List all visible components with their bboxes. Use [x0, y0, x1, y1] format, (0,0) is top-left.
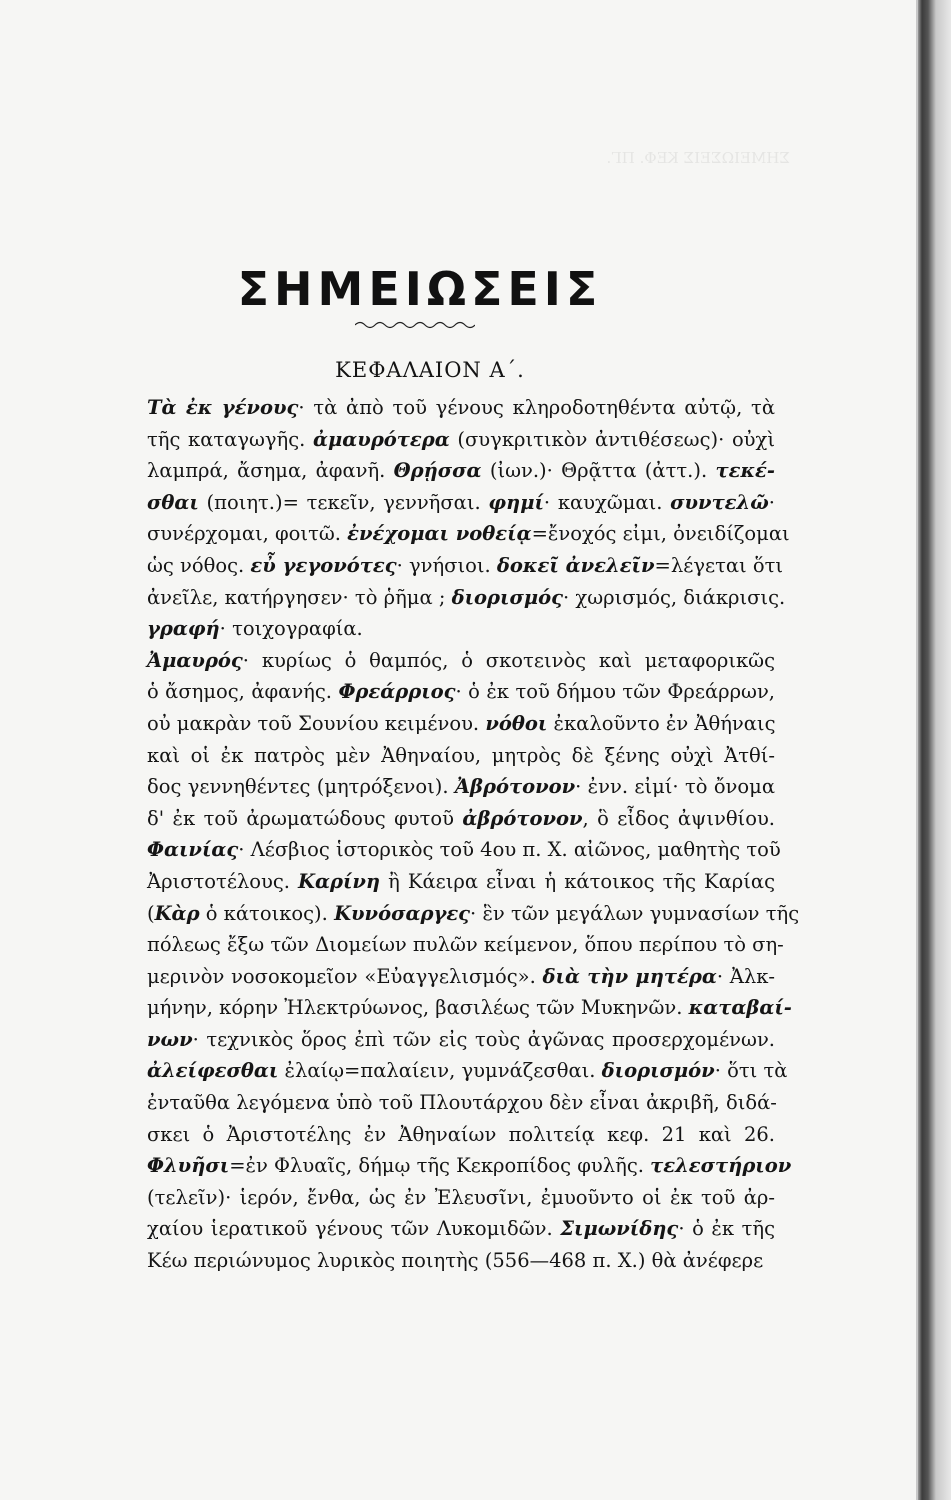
text-line — [103, 613, 775, 645]
page-heading: ΣΗΜΕΙΩΣΕΙΣ — [237, 262, 603, 316]
lemma-term: καταβαί- — [688, 996, 792, 1020]
gloss-text: Κέω περιώνυμος λυρικὸς ποιητὴς (556—468 π. Χ.) θὰ ἀνέφερε — [147, 1249, 764, 1273]
gloss-text: ὁ ἄσημος, ἀφανής. — [147, 680, 339, 704]
note-paragraph — [103, 392, 790, 645]
lemma-term: Φλυῆσι — [147, 1154, 230, 1178]
lemma-term: δοκεῖ ἀνελεῖν — [496, 553, 655, 577]
text-line — [103, 961, 775, 993]
gloss-text: · γνήσιοι. — [396, 553, 497, 577]
gloss-text: · ὁ ἐκ τοῦ δήμου τῶν Φρεάρρων, — [455, 680, 776, 704]
chapter-title: ΚΕΦΑΛΑΙΟΝ Α΄. — [335, 358, 525, 382]
gloss-text: · τεχνικὸς ὅρος ἐπὶ τῶν εἰς τοὺς ἀγῶνας προσερχομένων. — [192, 1027, 775, 1051]
gloss-text: ἐκαλοῦντο ἐν Ἀθήναις — [547, 711, 776, 735]
text-line — [103, 1213, 775, 1245]
gloss-text: (συγκριτικὸν ἀντιθέσεως)· οὐχὶ — [449, 427, 775, 451]
text-line — [103, 834, 781, 866]
gloss-text: · τὰ ἀπὸ τοῦ γένους κληροδοτηθέντα αὐτῷ, τὰ — [298, 396, 776, 419]
text-line — [103, 929, 784, 961]
lemma-term: νων — [147, 1027, 193, 1051]
lemma-term: Φαινίας — [147, 838, 239, 862]
text-line — [103, 550, 784, 582]
lemma-term: τελεστήριον — [650, 1154, 792, 1178]
gloss-text: πόλεως ἔξω τῶν Διομείων πυλῶν κείμενον, ὅπου περίπου τὸ ση- — [147, 933, 784, 957]
gloss-text: =λέγεται ὅτι — [654, 553, 784, 577]
gloss-text: ὡς νόθος. — [147, 553, 251, 577]
text-line — [103, 708, 775, 740]
gloss-text: Ἀριστοτέλους. — [147, 869, 299, 893]
bleed-through-text — [230, 145, 790, 171]
gloss-text: ὁ κάτοικος). — [199, 901, 335, 925]
gloss-text: ἢ Κάειρα εἶναι ἡ κάτοικος τῆς Καρίας — [380, 869, 775, 893]
text-line — [103, 1245, 775, 1277]
text-line — [103, 771, 775, 803]
gloss-text: · ὁ ἐκ τῆς — [678, 1217, 776, 1241]
text-line — [103, 898, 800, 930]
text-line — [103, 1087, 775, 1119]
text-line — [103, 645, 775, 677]
lemma-term: γραφή — [147, 617, 220, 641]
lemma-term: σθαι — [147, 490, 199, 514]
gloss-text: (ποιητ.)= τεκεῖν, γεννῆσαι. — [198, 490, 489, 514]
lemma-term: εὖ γεγονότες — [250, 553, 397, 577]
gloss-text: · τοιχογραφία. — [219, 617, 363, 641]
gloss-text: μήνην, κόρην Ἠλεκτρύωνος, βασιλέως τῶν Μυκηνῶν. — [147, 996, 689, 1020]
lemma-term: διὰ τὴν μητέρα — [542, 964, 717, 988]
lemma-term: Ἀβρότονον — [454, 775, 576, 799]
lemma-term: ἀλείφεσθαι — [147, 1059, 279, 1083]
lemma-term: ἀβρότονον — [462, 806, 583, 830]
page-edge-shadow — [918, 0, 951, 1500]
text-line — [103, 676, 775, 708]
lemma-term: Κυνόσαργες — [334, 901, 471, 925]
text-line — [103, 1150, 792, 1182]
text-line — [103, 487, 775, 519]
lemma-term: ἀμαυρότερα — [313, 427, 450, 451]
gloss-text: · χωρισμός, διάκρισις. — [563, 585, 786, 609]
lemma-term: Ἀμαυρός — [147, 648, 243, 672]
gloss-text: ἐλαίῳ=παλαίειν, γυμνάζεσθαι. — [278, 1059, 602, 1083]
gloss-text: συνέρχομαι, φοιτῶ. — [147, 522, 348, 546]
lemma-term: Τὰ ἐκ γένους — [147, 396, 299, 419]
text-line — [103, 518, 790, 550]
text-line — [103, 1119, 775, 1151]
wavy-rule-ornament — [355, 318, 475, 332]
text-line — [103, 866, 775, 898]
text-line — [103, 455, 775, 487]
notes-body — [103, 392, 800, 1277]
text-line — [103, 582, 786, 614]
gloss-text: λαμπρά, ἄσημα, ἀφανῆ. — [147, 459, 394, 483]
lemma-term: Κὰρ — [154, 901, 200, 925]
gloss-text: · Ἀλκ- — [716, 964, 775, 988]
gloss-text: · — [768, 490, 775, 514]
gloss-text: χαίου ἱερατικοῦ γένους τῶν Λυκομιδῶν. — [147, 1217, 561, 1241]
gloss-text: καὶ οἱ ἐκ πατρὸς μὲν Ἀθηναίου, μητρὸς δὲ ξένης οὐχὶ Ἀτθί- — [147, 743, 775, 767]
lemma-term: Καρίνη — [298, 869, 381, 893]
gloss-text: · Λέσβιος ἱστορικὸς τοῦ 4ου π. Χ. αἰῶνος, μαθητὴς τοῦ — [238, 838, 781, 862]
lemma-term: Σιμωνίδης — [560, 1217, 679, 1241]
text-line — [103, 1055, 788, 1087]
gloss-text: σκει ὁ Ἀριστοτέλης ἐν Ἀθηναίων πολιτείᾳ κεφ. 21 καὶ 26. — [147, 1122, 775, 1146]
gloss-text: =ἔνοχός εἰμι, ὀνειδίζομαι — [531, 522, 790, 546]
lemma-term: τεκέ- — [715, 459, 776, 483]
gloss-text: οὐ μακρὰν τοῦ Σουνίου κειμένου. — [147, 711, 486, 735]
lemma-term: ἐνέχομαι νοθείᾳ — [347, 522, 532, 546]
text-line — [103, 392, 775, 424]
gloss-text: τῆς καταγωγῆς. — [147, 427, 313, 451]
lemma-term: συντελῶ — [670, 490, 769, 514]
gloss-text: (τελεῖν)· ἱερόν, ἔνθα, ὡς ἐν Ἐλευσῖνι, ἐμυοῦντο οἱ ἐκ τοῦ ἀρ- — [147, 1185, 775, 1209]
text-line — [103, 992, 792, 1024]
text-line — [103, 803, 775, 835]
lemma-term: Θρῄσσα — [393, 459, 482, 483]
gloss-text: · καυχῶμαι. — [543, 490, 671, 514]
bleed-through-line: ΣΗΜΕΙΩΣΕΙΣ ΚΕΦ. ΠΓ. — [606, 149, 790, 167]
text-line — [103, 740, 775, 772]
gloss-text: ἐνταῦθα λεγόμενα ὑπὸ τοῦ Πλουτάρχου δὲν εἶναι ἀκριβῆ, διδά- — [147, 1091, 777, 1115]
text-line — [103, 1182, 775, 1214]
lemma-term: διορισμόν — [601, 1059, 715, 1083]
gloss-text: · ὅτι τὰ — [714, 1059, 788, 1083]
gloss-text: · ἓν τῶν μεγάλων γυμνασίων τῆς — [470, 901, 800, 925]
lemma-term: Φρεάρριος — [338, 680, 456, 704]
lemma-term: διορισμός — [451, 585, 563, 609]
gloss-text: · ἐνν. εἰμί· τὸ ὄνομα — [575, 775, 775, 799]
text-line — [103, 424, 775, 456]
lemma-term: νόθοι — [485, 711, 548, 735]
gloss-text: δ' ἐκ τοῦ ἀρωματώδους φυτοῦ — [147, 806, 463, 830]
gloss-text: δος γεννηθέντες (μητρόξενοι). — [147, 775, 455, 799]
text-line — [103, 1024, 775, 1056]
gloss-text: ἀνεῖλε, κατήργησεν· τὸ ῥῆμα ; — [147, 585, 452, 609]
note-paragraph — [103, 645, 800, 1277]
gloss-text: , ὃ εἶδος ἀψινθίου. — [582, 806, 775, 830]
gloss-text: · κυρίως ὁ θαμπός, ὁ σκοτεινὸς καὶ μεταφορικῶς — [242, 648, 775, 672]
gloss-text: (ἰων.)· Θρᾷττα (ἀττ.). — [481, 459, 716, 483]
gloss-text: =ἐν Φλυαῖς, δήμῳ τῆς Κεκροπίδος φυλῆς. — [229, 1154, 651, 1178]
gloss-text: ( — [147, 901, 155, 925]
lemma-term: φημί — [488, 490, 544, 514]
gloss-text: μερινὸν νοσοκομεῖον «Εὐαγγελισμός». — [147, 964, 543, 988]
